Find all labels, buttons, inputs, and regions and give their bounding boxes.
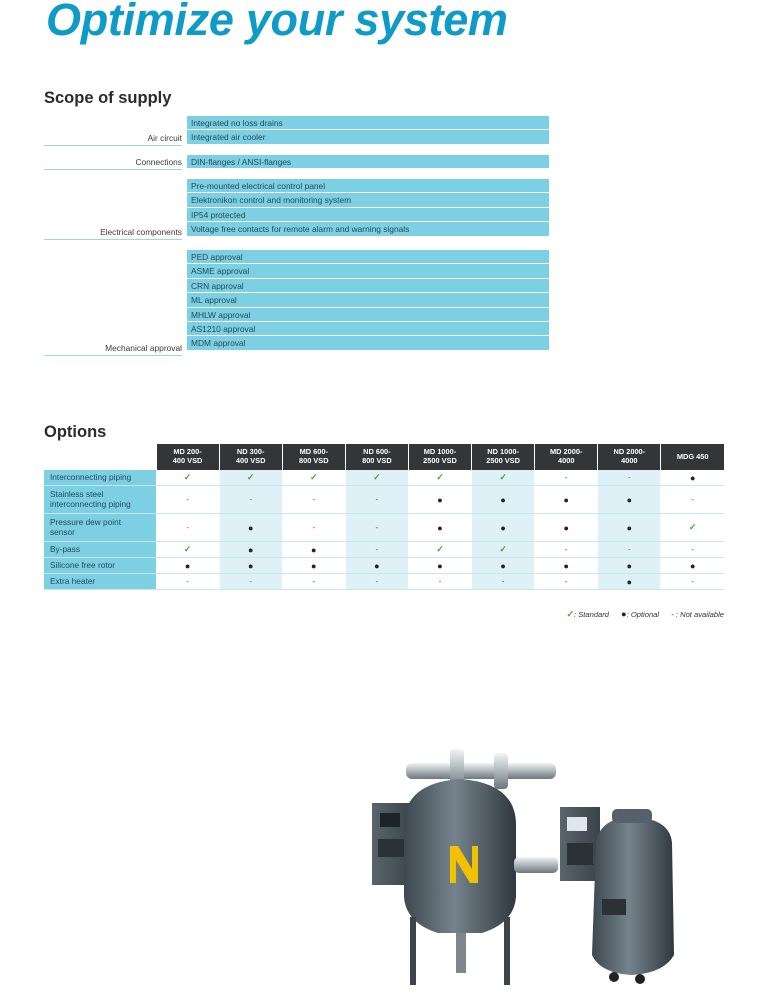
scope-of-supply-heading: Scope of supply (44, 89, 172, 107)
check-icon: ✓ (373, 472, 381, 482)
dash-icon: - (691, 545, 695, 554)
scope-item: CRN approval (187, 279, 549, 293)
dot-icon: ● (563, 522, 569, 533)
dash-icon: - (564, 577, 568, 586)
scope-items (187, 155, 549, 169)
options-cell (535, 514, 598, 542)
options-cell (282, 558, 345, 574)
row-label-line: By-pass (50, 543, 80, 554)
dot-icon: ● (689, 560, 696, 571)
options-cell (472, 514, 535, 542)
scope-group-label: Connections (44, 155, 182, 170)
options-cell (598, 486, 661, 514)
scope-items (187, 250, 549, 351)
check-icon: ✓ (436, 472, 444, 482)
scope-items (187, 179, 549, 237)
row-label-line: Interconnecting piping (50, 471, 132, 482)
row-label-line: Pressure dew point (50, 517, 122, 528)
options-cell (535, 574, 598, 590)
options-cell (472, 558, 535, 574)
row-label-line: Stainless steel (50, 489, 104, 500)
check-icon: ✓ (566, 609, 574, 619)
dot-icon: ● (437, 522, 443, 533)
legend-standard: : Standard (573, 610, 610, 619)
scope-item: MHLW approval (187, 308, 549, 322)
column-header-line: 400 VSD (172, 456, 203, 465)
scope-item: AS1210 approval (187, 322, 549, 336)
dash-icon: - (249, 495, 252, 504)
row-label-line: interconnecting piping (50, 498, 131, 509)
options-cell (661, 574, 724, 590)
check-icon: ✓ (183, 472, 192, 482)
dash-icon: - (186, 577, 189, 586)
options-cell (535, 470, 598, 486)
options-cell (472, 470, 535, 486)
column-header-line: ND 600- (363, 447, 391, 457)
column-header-line: MD 1000- (423, 447, 457, 457)
scope-group-air-circuit (44, 116, 549, 146)
options-cell (345, 558, 408, 574)
dot-icon: ● (689, 472, 696, 483)
dash-icon: - (312, 523, 316, 532)
options-row (44, 486, 724, 514)
options-cell (535, 486, 598, 514)
options-cell (156, 470, 219, 486)
row-label-line: Silicone free rotor (50, 559, 116, 570)
options-cell (345, 574, 408, 590)
options-cell (408, 514, 471, 542)
options-cell (345, 514, 408, 542)
options-table-body (44, 470, 724, 590)
dot-icon: ● (621, 609, 627, 619)
options-cell (282, 486, 345, 514)
dot-icon: ● (247, 522, 254, 533)
options-cell (598, 574, 661, 590)
dash-icon: - (564, 473, 568, 482)
scope-item: PED approval (187, 250, 549, 264)
column-header-line: MD 2000- (549, 447, 583, 457)
options-row (44, 558, 724, 574)
options-cell (156, 574, 219, 590)
row-label-line: Extra heater (50, 575, 96, 586)
options-cell (408, 486, 471, 514)
options-cell (661, 514, 724, 542)
column-header (156, 444, 219, 470)
dot-icon: ● (500, 560, 506, 571)
dot-icon: ● (184, 560, 191, 571)
dash-icon: - (627, 473, 631, 482)
options-row-label (44, 486, 156, 514)
check-icon: ✓ (499, 544, 507, 554)
scope-item: Integrated air cooler (187, 130, 549, 144)
column-header-line: ND 2000- (613, 447, 646, 457)
scope-item: Voltage free contacts for remote alarm and warning signals (187, 222, 549, 236)
dot-icon: ● (563, 494, 569, 505)
column-header (472, 444, 535, 470)
dash-icon: - (249, 577, 252, 586)
scope-item: Integrated no loss drains (187, 116, 549, 130)
dot-icon: ● (374, 560, 380, 571)
options-cell (661, 486, 724, 514)
options-cell (408, 574, 471, 590)
dash-icon: - (691, 577, 695, 586)
column-header-line: MD 200- (173, 447, 202, 457)
header-corner (44, 444, 156, 470)
column-header (661, 444, 724, 470)
options-cell (535, 542, 598, 558)
column-header (345, 444, 408, 470)
scope-group-electrical-components (44, 179, 549, 240)
options-row (44, 542, 724, 558)
scope-item: DIN-flanges / ANSI-flanges (187, 155, 549, 169)
options-cell (219, 574, 282, 590)
scope-group-label: Electrical components (44, 225, 182, 240)
options-row-label (44, 514, 156, 542)
options-cell (661, 470, 724, 486)
dot-icon: ● (626, 560, 633, 571)
options-row (44, 574, 724, 590)
dot-icon: ● (500, 494, 506, 505)
dash-icon: - (375, 545, 379, 554)
column-header-line: 4000 (621, 456, 638, 465)
options-cell (661, 558, 724, 574)
options-cell (535, 558, 598, 574)
options-row (44, 470, 724, 486)
check-icon: ✓ (246, 472, 255, 482)
column-header-line: 4000 (557, 456, 575, 465)
options-row-label (44, 574, 156, 590)
column-header-line: ND 300- (236, 447, 265, 457)
options-cell (282, 470, 345, 486)
dash-icon: - (186, 523, 189, 532)
column-header (219, 444, 282, 470)
scope-group-label: Mechanical approval (44, 341, 182, 356)
column-header-line: ND 1000- (487, 447, 519, 457)
scope-group-connections (44, 155, 549, 170)
check-icon: ✓ (499, 472, 507, 482)
dash-icon: - (501, 577, 505, 586)
options-row-label (44, 470, 156, 486)
scope-group-mechanical-approval (44, 250, 549, 356)
options-cell (282, 574, 345, 590)
dash-icon: - (627, 545, 631, 554)
options-cell (282, 542, 345, 558)
dot-icon: ● (437, 560, 443, 571)
dash-icon: - (375, 523, 379, 532)
options-cell (219, 470, 282, 486)
dash-icon: - (312, 495, 316, 504)
column-header (535, 444, 598, 470)
row-label-line: sensor (50, 526, 75, 537)
dot-icon: ● (500, 522, 506, 533)
options-cell (598, 514, 661, 542)
column-header-line: 800 VSD (298, 456, 329, 465)
options-cell (408, 470, 471, 486)
dash-icon: - (375, 495, 379, 504)
scope-item: Elektronikon control and monitoring system (187, 193, 549, 207)
options-header-row (44, 444, 724, 470)
check-icon: ✓ (688, 522, 697, 532)
check-icon: ✓ (436, 544, 444, 554)
options-cell (156, 486, 219, 514)
options-cell (219, 514, 282, 542)
options-cell (156, 514, 219, 542)
options-cell (408, 542, 471, 558)
column-header (408, 444, 471, 470)
dash-icon: - (691, 495, 695, 504)
options-cell (219, 486, 282, 514)
options-cell (282, 514, 345, 542)
scope-item: MDM approval (187, 336, 549, 350)
options-cell (598, 542, 661, 558)
dot-icon: ● (626, 576, 633, 587)
options-cell (345, 470, 408, 486)
dot-icon: ● (626, 522, 633, 533)
scope-item: IP54 protected (187, 208, 549, 222)
options-cell (661, 542, 724, 558)
options-cell (472, 486, 535, 514)
options-heading: Options (44, 423, 107, 441)
legend-not-available: - : Not available (671, 610, 724, 619)
column-header-line: 2500 VSD (486, 456, 520, 465)
options-table (44, 444, 724, 590)
scope-item: ASME approval (187, 264, 549, 278)
check-icon: ✓ (183, 544, 192, 554)
options-cell (598, 558, 661, 574)
scope-item: ML approval (187, 293, 549, 307)
column-header-line: MD 600- (299, 447, 328, 457)
check-icon: ✓ (310, 472, 318, 482)
dot-icon: ● (626, 494, 633, 505)
dot-icon: ● (311, 560, 317, 571)
options-cell (345, 486, 408, 514)
options-cell (156, 542, 219, 558)
options-row (44, 514, 724, 542)
options-cell (408, 558, 471, 574)
page-title: Optimize your system (46, 0, 508, 45)
column-header-line: MDG 450 (676, 451, 709, 461)
scope-item: Pre-mounted electrical control panel (187, 179, 549, 193)
dash-icon: - (186, 495, 189, 504)
column-header-line: 800 VSD (362, 456, 392, 465)
options-cell (219, 542, 282, 558)
column-header-line: 400 VSD (235, 456, 266, 465)
scope-items (187, 116, 549, 145)
dot-icon: ● (437, 494, 443, 505)
options-cell (472, 574, 535, 590)
dash-icon: - (438, 577, 442, 586)
options-cell (219, 558, 282, 574)
column-header (598, 444, 661, 470)
column-header (282, 444, 345, 470)
options-row-label (44, 542, 156, 558)
dot-icon: ● (311, 544, 317, 555)
legend-optional: : Optional (626, 610, 660, 619)
dryer-product-image (364, 747, 710, 991)
dash-icon: - (375, 577, 379, 586)
scope-group-label: Air circuit (44, 131, 182, 146)
dash-icon: - (312, 577, 316, 586)
options-row-label (44, 558, 156, 574)
dot-icon: ● (247, 544, 254, 555)
options-cell (598, 470, 661, 486)
dash-icon: - (564, 545, 568, 554)
column-header-line: 2500 VSD (423, 456, 457, 465)
options-cell (345, 542, 408, 558)
options-cell (472, 542, 535, 558)
dot-icon: ● (247, 560, 254, 571)
options-cell (156, 558, 219, 574)
dot-icon: ● (563, 560, 569, 571)
options-legend (566, 609, 724, 620)
